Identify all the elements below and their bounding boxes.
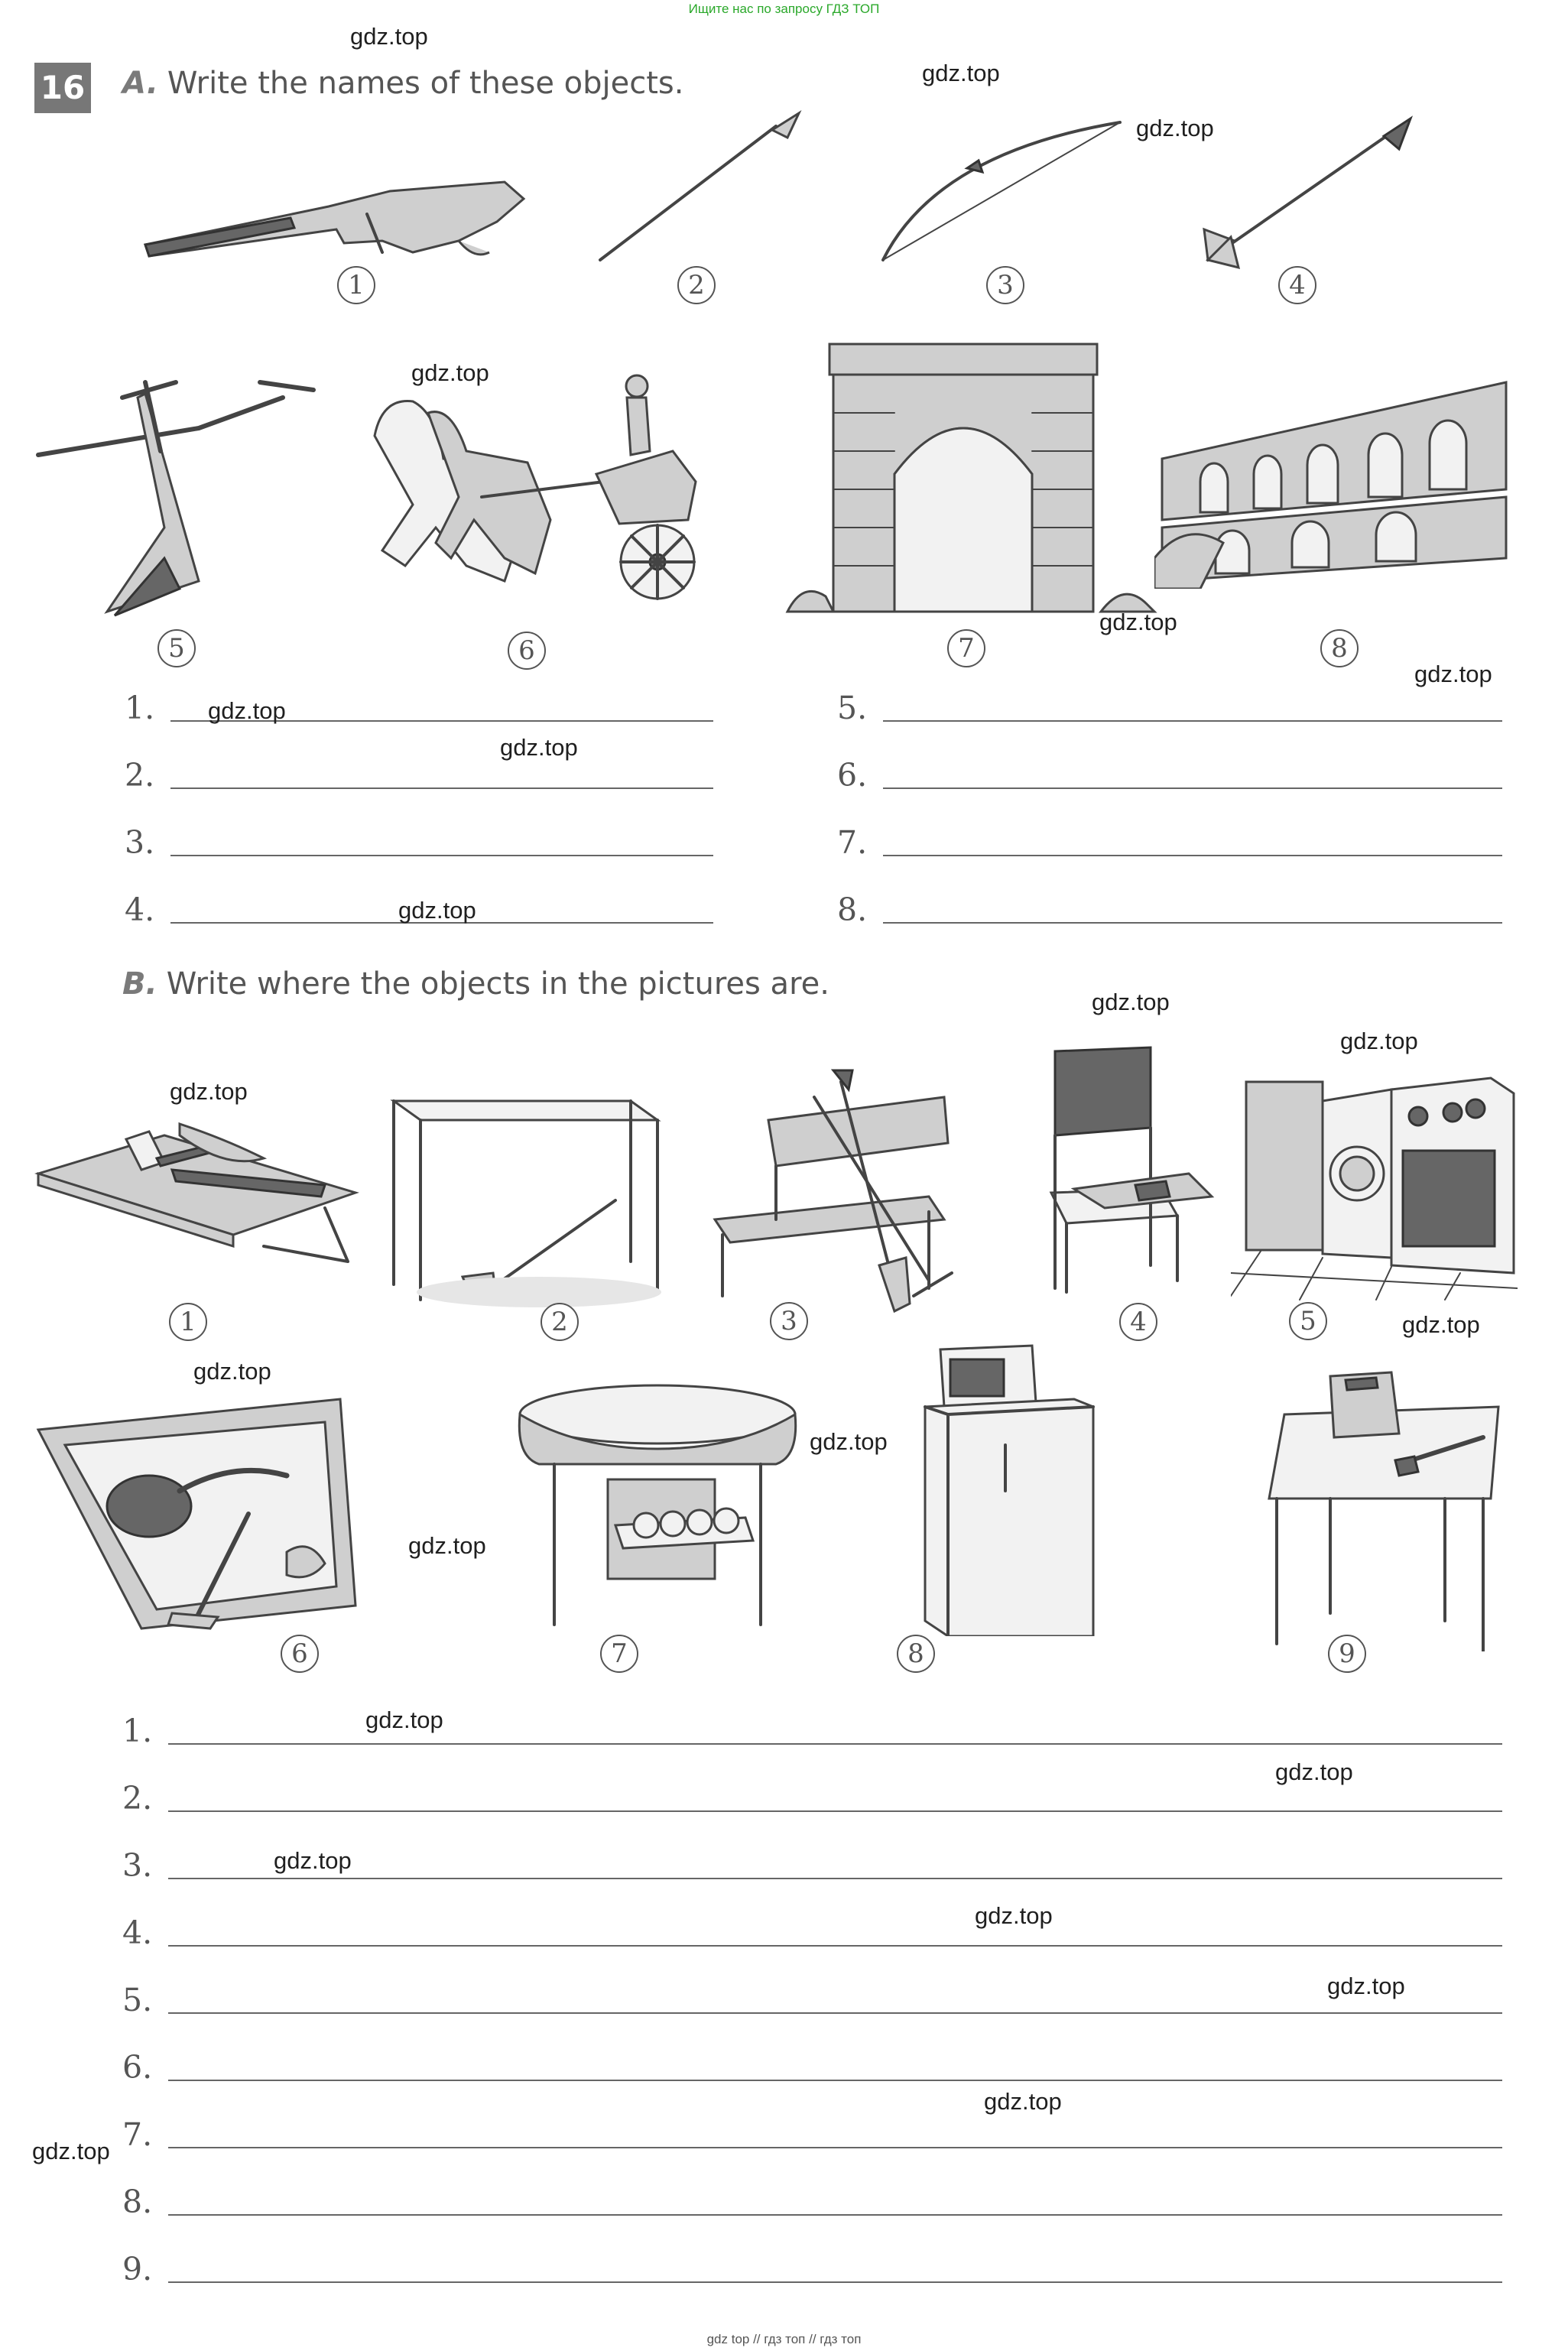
watermark: gdz.top [398, 897, 476, 924]
answer-line[interactable] [122, 2047, 1502, 2086]
watermark: gdz.top [975, 1902, 1053, 1929]
watermark: gdz.top [1099, 609, 1177, 635]
line-number: 3. [125, 824, 155, 861]
circled-number: 5 [1289, 1302, 1327, 1340]
part-b-letter: B. [122, 966, 157, 1002]
answer-line[interactable] [122, 2249, 1502, 2288]
circled-number: 9 [1328, 1635, 1366, 1673]
answer-line[interactable] [122, 1711, 1502, 1749]
line-number: 5. [837, 690, 868, 726]
write-rule [883, 855, 1502, 856]
circled-number: 1 [337, 266, 375, 304]
bow-icon [875, 115, 1128, 268]
circled-number: 6 [281, 1635, 319, 1673]
line-number: 8. [837, 891, 868, 928]
line-number: 2. [125, 757, 155, 794]
vacuum-carpet-icon [34, 1391, 363, 1636]
circled-number: 4 [1119, 1303, 1157, 1341]
line-number: 5. [122, 1982, 153, 2018]
watermark: gdz.top [350, 23, 428, 50]
washer-cooker-icon [1231, 1067, 1518, 1304]
arrow-icon [1189, 115, 1418, 275]
header-note: Ищите нас по запросу ГДЗ ТОП [688, 2, 880, 16]
watermark: gdz.top [922, 60, 1000, 86]
plough-icon [31, 352, 321, 619]
circled-number: 7 [947, 629, 985, 667]
table-hoe-icon [386, 1086, 661, 1315]
answer-line[interactable] [125, 823, 713, 861]
watermark: gdz.top [1136, 115, 1214, 141]
answer-line[interactable] [122, 2182, 1502, 2220]
watermark: gdz.top [365, 1706, 443, 1733]
line-number: 8. [122, 2184, 153, 2220]
chariot-icon [352, 367, 742, 612]
part-b-heading [122, 966, 829, 1002]
line-number: 1. [122, 1713, 153, 1749]
watermark: gdz.top [32, 2138, 110, 2164]
table-dishwasher-icon [508, 1380, 807, 1632]
answer-line[interactable] [837, 890, 1502, 928]
arch-icon [780, 329, 1170, 619]
write-rule [170, 787, 713, 789]
circled-number: 8 [897, 1635, 935, 1673]
write-rule [883, 922, 1502, 924]
exercise-number: 16 [34, 63, 91, 113]
circled-number: 4 [1278, 266, 1316, 304]
part-b-instruction: Write where the objects in the pictures are. [166, 966, 829, 1002]
line-number: 6. [837, 757, 868, 794]
write-rule [883, 787, 1502, 789]
write-rule [168, 1878, 1502, 1879]
write-rule [168, 1810, 1502, 1812]
fridge-microwave-icon [914, 1315, 1097, 1636]
answer-line[interactable] [122, 2115, 1502, 2153]
rifle-icon [138, 168, 535, 275]
answer-line[interactable] [837, 823, 1502, 861]
watermark: gdz.top [1092, 989, 1170, 1015]
circled-number: 2 [677, 266, 716, 304]
write-rule [168, 2147, 1502, 2148]
line-number: 9. [122, 2251, 153, 2288]
watermark: gdz.top [810, 1428, 888, 1455]
watermark: gdz.top [208, 697, 286, 724]
answer-line[interactable] [122, 1980, 1502, 2018]
circled-number: 8 [1320, 629, 1359, 667]
write-rule [168, 2214, 1502, 2216]
circled-number: 6 [508, 632, 546, 670]
watermark: gdz.top [1340, 1028, 1418, 1054]
part-a-heading [122, 66, 683, 101]
watermark: gdz.top [1402, 1311, 1480, 1338]
part-a-letter: A. [122, 66, 158, 101]
line-number: 4. [122, 1914, 153, 1951]
watermark: gdz.top [1275, 1758, 1353, 1785]
write-rule [883, 720, 1502, 722]
write-rule [170, 855, 713, 856]
circled-number: 1 [169, 1303, 207, 1341]
line-number: 3. [122, 1847, 153, 1884]
write-rule [168, 2012, 1502, 2014]
write-rule [168, 2080, 1502, 2081]
line-number: 2. [122, 1780, 153, 1817]
write-rule [168, 1945, 1502, 1947]
circled-number: 2 [541, 1303, 579, 1341]
circled-number: 3 [770, 1302, 808, 1340]
table-toaster-icon [1261, 1361, 1506, 1651]
bench-shovel-icon [700, 1067, 959, 1319]
watermark: gdz.top [408, 1532, 486, 1559]
write-rule [168, 2281, 1502, 2283]
chair-saw-icon [1036, 1036, 1235, 1296]
circled-number: 5 [157, 629, 196, 667]
watermark: gdz.top [274, 1847, 352, 1874]
watermark: gdz.top [1327, 1973, 1405, 1999]
answer-line[interactable] [125, 755, 713, 794]
line-number: 7. [837, 824, 868, 861]
line-number: 6. [122, 2049, 153, 2086]
circled-number: 7 [600, 1635, 638, 1673]
part-a-instruction: Write the names of these objects. [167, 66, 684, 101]
answer-line[interactable] [837, 688, 1502, 726]
line-number: 7. [122, 2116, 153, 2153]
circled-number: 3 [986, 266, 1024, 304]
watermark: gdz.top [984, 2088, 1062, 2115]
spear-icon [589, 107, 810, 268]
watermark: gdz.top [1414, 661, 1492, 687]
line-number: 1. [125, 690, 155, 726]
answer-line[interactable] [122, 1913, 1502, 1951]
footer-note: gdz top // гдз топ // гдз топ [706, 2332, 862, 2346]
answer-line[interactable] [837, 755, 1502, 794]
watermark: gdz.top [500, 734, 578, 761]
watermark: gdz.top [193, 1358, 271, 1385]
watermark: gdz.top [411, 359, 489, 386]
write-rule [168, 1743, 1502, 1745]
watermark: gdz.top [170, 1078, 248, 1105]
aqueduct-icon [1154, 367, 1514, 589]
line-number: 4. [125, 891, 155, 928]
